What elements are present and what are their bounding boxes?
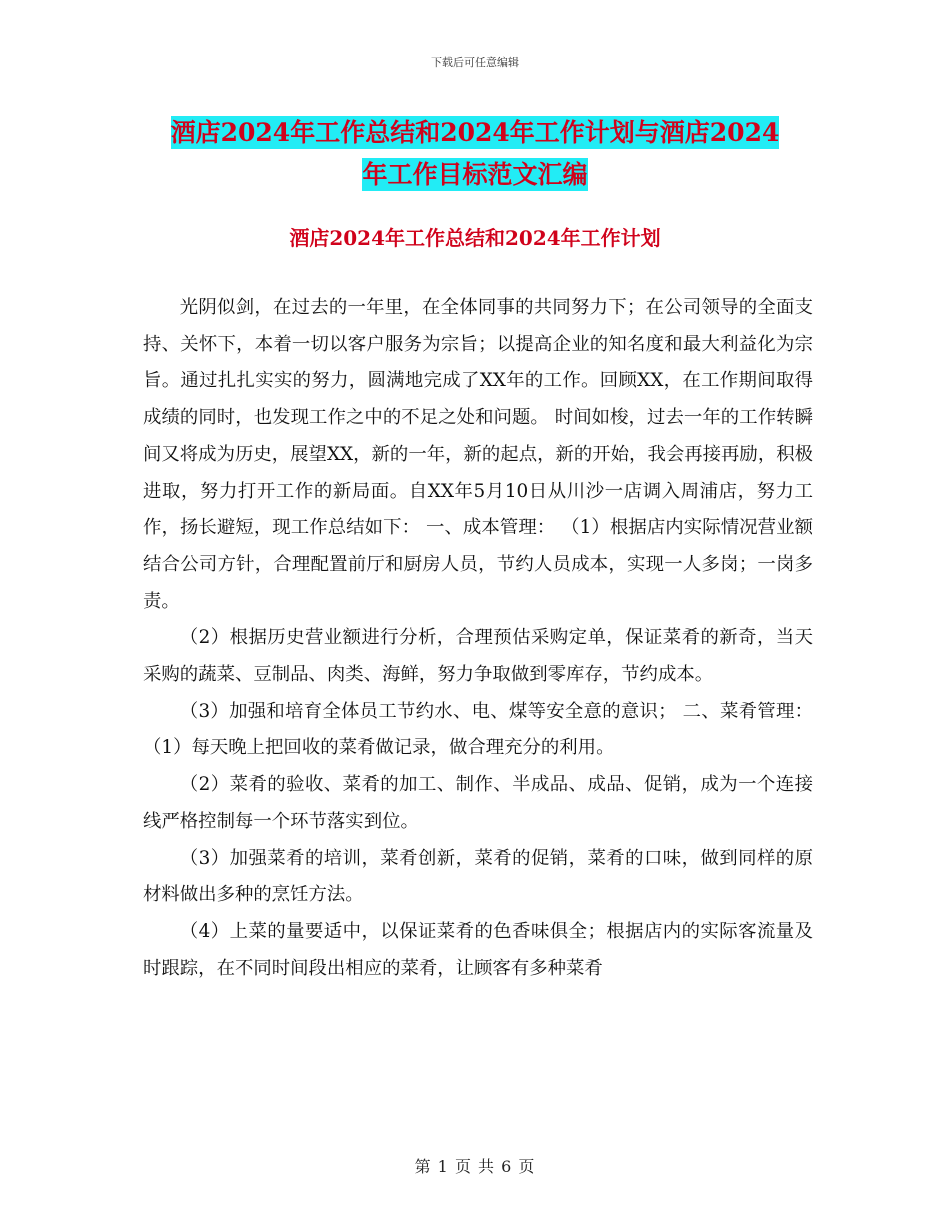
- paragraph: （3）加强和培育全体员工节约水、电、煤等安全意的意识； 二、菜肴管理： （1）每天晚上把回收的菜肴做记录，做合理充分的利用。: [143, 700, 813, 759]
- paragraph: （3）加强菜肴的培训，菜肴创新，菜肴的促销，菜肴的口味，做到同样的原材料做出多种的烹饪方法。: [143, 847, 813, 906]
- section-title: 酒店2024年工作总结和2024年工作计划: [289, 226, 661, 250]
- paragraph: （2）菜肴的验收、菜肴的加工、制作、半成品、成品、促销，成为一个连接线严格控制每一个环节落实到位。: [143, 774, 813, 832]
- paragraph: （4）上菜的量要适中，以保证菜肴的色香味俱全；根据店内的实际客流量及时跟踪，在不同时间段出相应的菜肴，让顾客有多种菜肴: [143, 920, 813, 979]
- paragraph: 光阴似剑，在过去的一年里，在全体同事的共同努力下；在公司领导的全面支持、关怀下，本着一切以客户服务为宗旨；以提高企业的知名度和最大利益化为宗旨。通过扎扎实实的努力，圆满地完成了XX年的工作。回顾XX，在工作期间取得成绩的同时，也发现工作之中的不足之处和问题。 时间如梭，过去一年的工作转瞬间又将成为历史，展望XX，新的一年，新的起点，新的开始，我会再接再励，积极进取，努力打开工作的新局面。自XX年5月10日从川沙一店调入周浦店，努力工作，扬长避短，现工作总结如下： 一、成本管理： （1）根据店内实际情况营业额结合公司方针，合理配置前厅和厨房人员，节约人员成本，实现一人多岗；一岗多责。: [143, 297, 813, 612]
- document-title-line-1: 酒店2024年工作总结和2024年工作计划与酒店2024: [170, 118, 780, 147]
- document-title: [140, 112, 810, 196]
- document-title-line-2: 年工作目标范文汇编: [362, 160, 588, 189]
- header-note: 下载后可任意编辑: [431, 56, 519, 69]
- page-footer: 第 1 页 共 6 页: [414, 1157, 536, 1176]
- body-text: [143, 290, 813, 987]
- paragraph: （2）根据历史营业额进行分析，合理预估采购定单，保证菜肴的新奇，当天采购的蔬菜、豆制品、肉类、海鲜，努力争取做到零库存，节约成本。: [143, 627, 813, 686]
